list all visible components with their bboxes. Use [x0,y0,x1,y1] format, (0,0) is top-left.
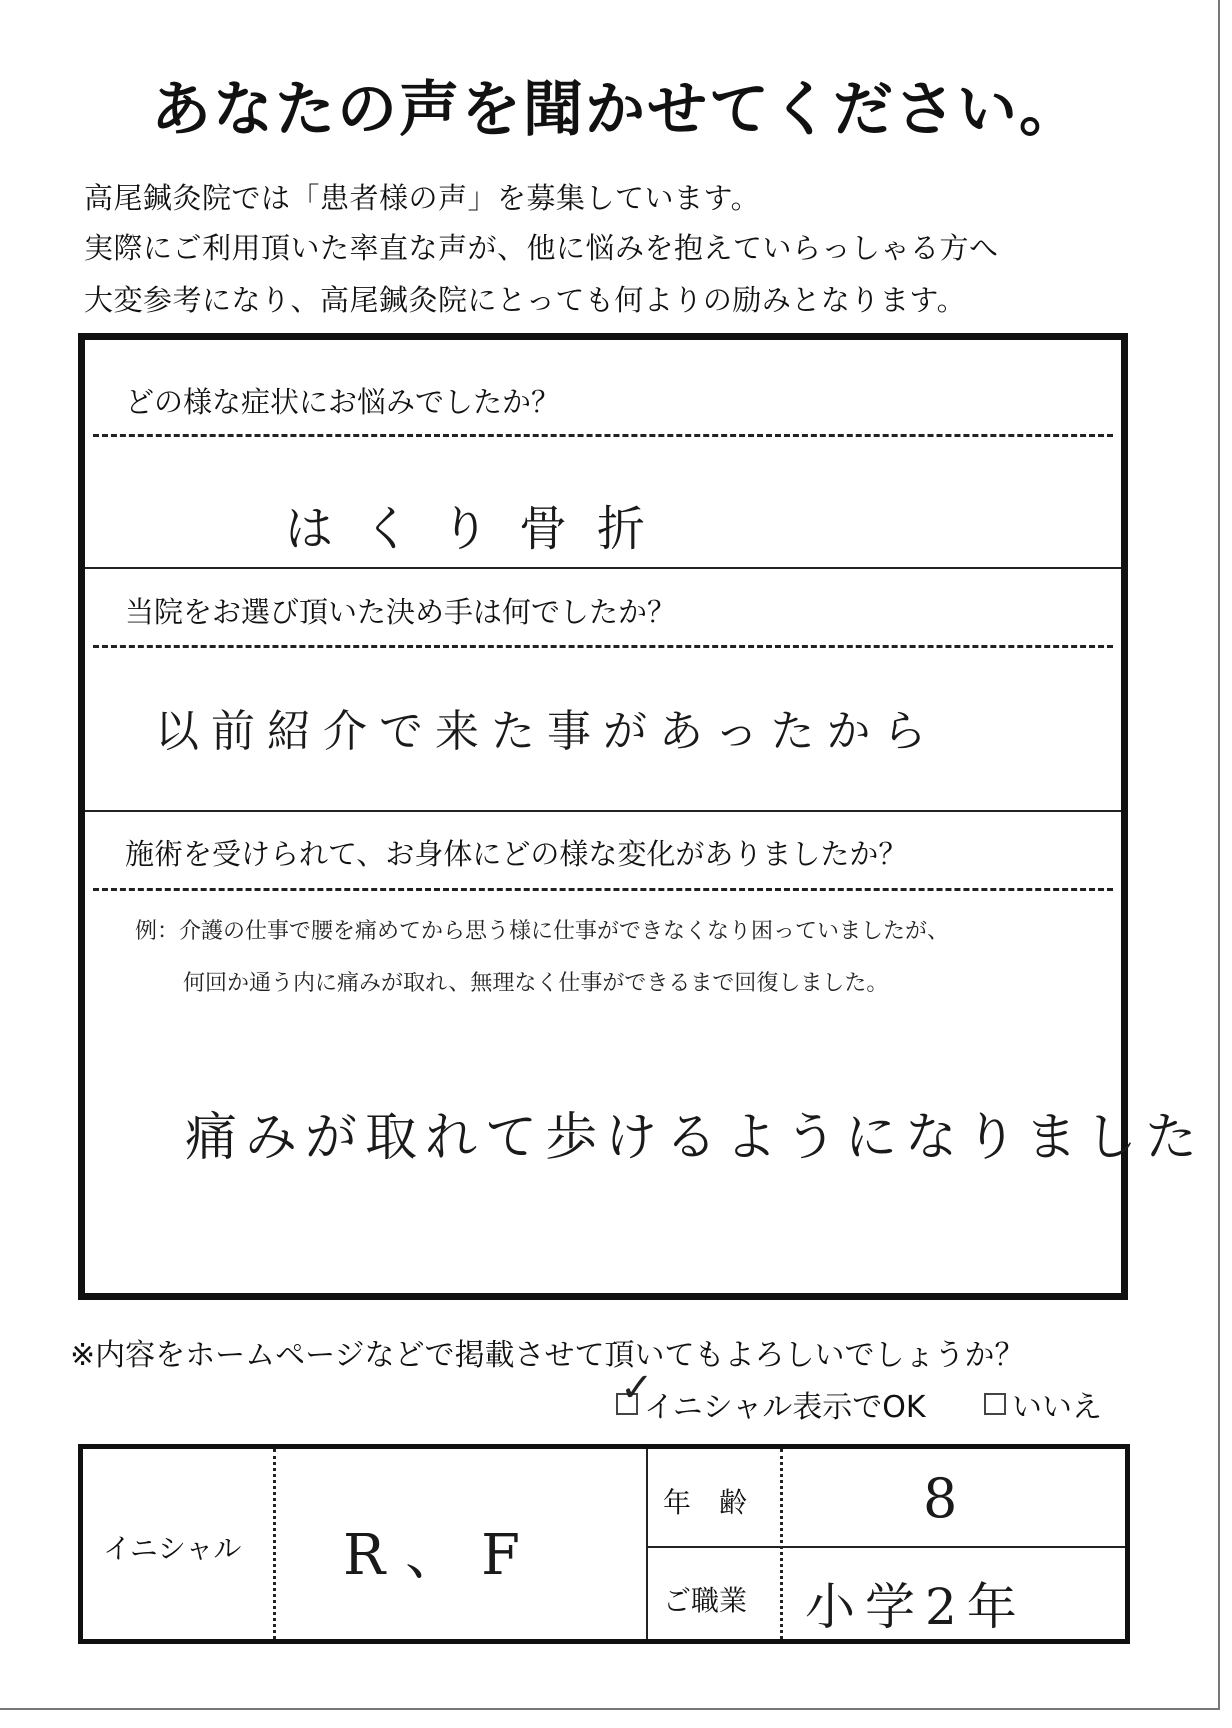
consent-question: ※内容をホームページなどで掲載させて頂いてもよろしいでしょうか？ [70,1338,1025,1373]
consent-ok-label: イニシャル表示でOK [644,1390,926,1425]
checkbox-no[interactable] [984,1393,1006,1415]
check-mark-icon: ✓ [620,1365,654,1411]
dotted-divider [780,1449,783,1639]
answer-change: 痛みが取れて歩けるようになりました [185,1108,1206,1168]
page-edge [0,1708,1220,1710]
dashed-divider [93,888,1113,891]
dashed-divider [93,645,1113,648]
column-divider [646,1449,648,1639]
answer-reason: 以前紹介で来た事があったから [155,706,939,757]
row-divider [646,1546,1125,1548]
initial-label: イニシャル [103,1532,242,1565]
section-divider [85,567,1121,569]
consent-no-label: いいえ [1012,1390,1102,1425]
example-text: 何回か通う内に痛みが取れ、無理なく仕事ができるまで回復しました。 [183,971,889,996]
dashed-divider [93,434,1113,437]
intro-line: 実際にご利用頂いた率直な声が、他に悩みを抱えていらっしゃる方へ [84,231,999,265]
initial-value: R、F [343,1523,541,1588]
questionnaire-box [78,333,1206,1300]
page-edge [1218,0,1220,1710]
question-reason: 当院をお選び頂いた決め手は何でしたか？ [125,595,677,629]
job-value: 小学2年 [805,1578,1027,1636]
intro-line: 大変参考になり、高尾鍼灸院にとっても何よりの励みとなります。 [84,283,967,317]
question-symptoms: どの様な症状にお悩みでしたか？ [125,385,561,419]
dotted-divider [273,1449,276,1639]
section-divider [85,810,1121,812]
page-title: あなたの声を聞かせてください。 [151,75,1081,145]
answer-symptoms: はくり骨折 [285,501,676,557]
consent-option-no[interactable] [984,1382,1102,1426]
job-label: ご職業 [663,1584,748,1617]
age-value: 8 [923,1467,958,1530]
checkbox-ok[interactable] [616,1365,654,1415]
age-label: 年 齢 [663,1486,748,1519]
respondent-info-table [78,1444,1130,1644]
example-text: 例：介護の仕事で腰を痛めてから思う様に仕事ができなくなり困っていましたが、 [135,919,950,944]
question-change: 施術を受けられて、お身体にどの様な変化がありましたか？ [125,837,908,871]
intro-line: 高尾鍼灸院では「患者様の声」を募集しています。 [84,181,761,215]
consent-option-ok[interactable] [616,1365,926,1426]
